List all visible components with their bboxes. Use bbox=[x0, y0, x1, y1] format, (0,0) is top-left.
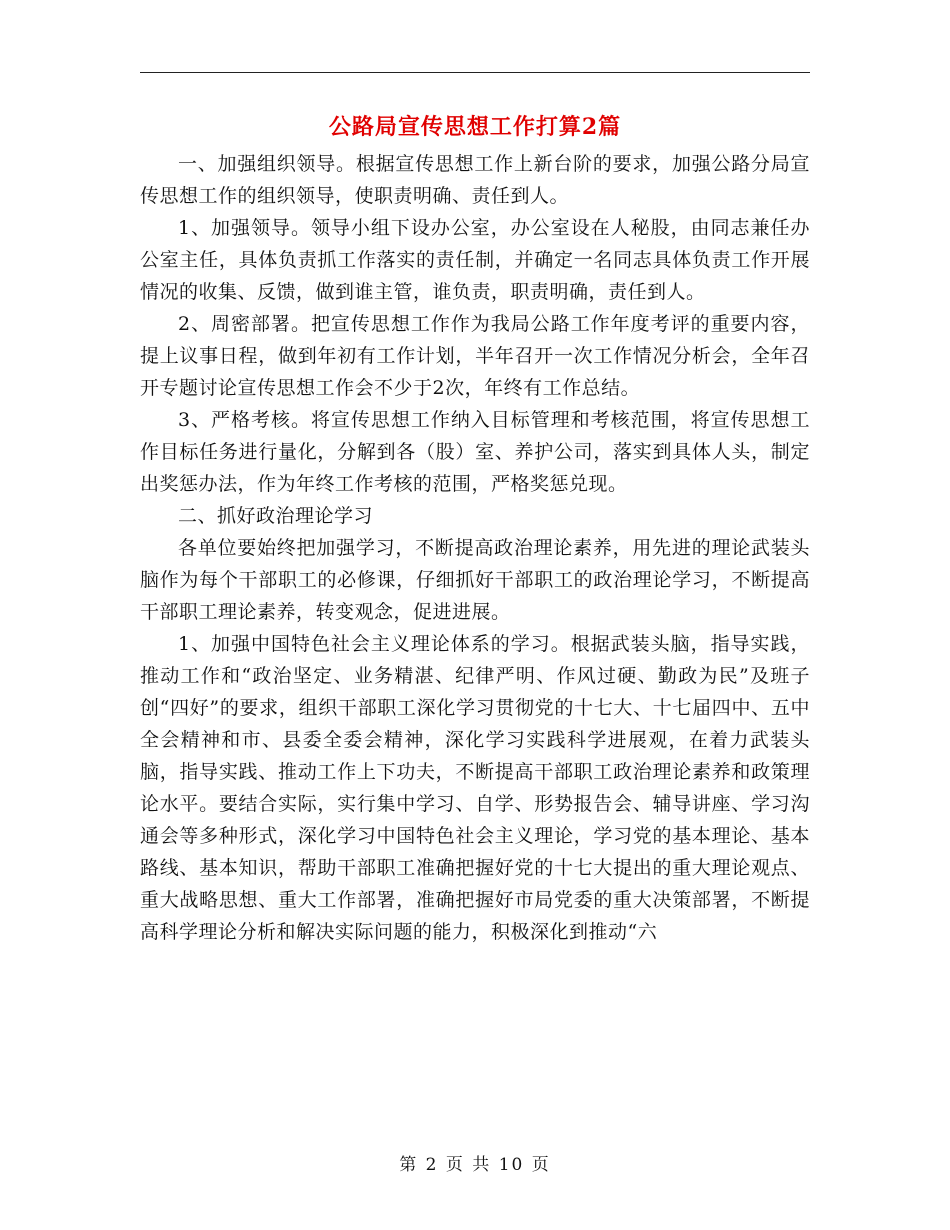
paragraph-4: 3、严格考核。将宣传思想工作纳入目标管理和考核范围，将宣传思想工作目标任务进行量化，分解到各（股）室、养护公司，落实到具体人头，制定出奖惩办法，作为年终工作考核的范围，严格奖惩兑现。 bbox=[140, 409, 810, 495]
header-rule bbox=[140, 72, 810, 73]
document-title: 公路局宣传思想工作打算2篇 bbox=[328, 114, 622, 140]
paragraph-5: 二、抓好政治理论学习 bbox=[178, 505, 374, 527]
paragraph-6: 各单位要始终把加强学习，不断提高政治理论素养，用先进的理论武装头脑作为每个干部职工的必修课，仔细抓好干部职工的政治理论学习，不断提高干部职工理论素养，转变观念，促进进展。 bbox=[140, 537, 810, 623]
paragraph-7: 1、加强中国特色社会主义理论体系的学习。根据武装头脑，指导实践，推动工作和“政治坚定、业务精湛、纪律严明、作风过硬、勤政为民”及班子创“四好”的要求，组织干部职工深化学习贯彻党的十七大、十七届四中、五中全会精神和市、县委全委会精神，深化学习实践科学进展观，在着力武装头脑，指导实践、推动工作上下功夫，不断提高干部职工政治理论素养和政策理论水平。要结合实际，实行集中学习、自学、形势报告会、辅导讲座、学习沟通会等多种形式，深化学习中国特色社会主义理论，学习党的基本理论、基本路线、基本知识，帮助干部职工准确把握好党的十七大提出的重大理论观点、重大战略思想、重大工作部署，准确把握好市局党委的重大决策部署，不断提高科学理论分析和解决实际问题的能力，积极深化到推动“六 bbox=[140, 633, 810, 943]
page-number: 第 2 页 共 10 页 bbox=[399, 1155, 551, 1175]
paragraph-2: 1、加强领导。领导小组下设办公室，办公室设在人秘股，由同志兼任办公室主任，具体负责抓工作落实的责任制，并确定一名同志具体负责工作开展情况的收集、反馈，做到谁主管，谁负责，职责明确，责任到人。 bbox=[140, 217, 810, 303]
paragraph-3: 2、周密部署。把宣传思想工作作为我局公路工作年度考评的重要内容，提上议事日程，做到年初有工作计划，半年召开一次工作情况分析会，全年召开专题讨论宣传思想工作会不少于2次，年终有工作总结。 bbox=[140, 313, 810, 399]
document-body bbox=[140, 148, 810, 948]
paragraph-1: 一、加强组织领导。根据宣传思想工作上新台阶的要求，加强公路分局宣传思想工作的组织领导，使职责明确、责任到人。 bbox=[140, 153, 810, 207]
